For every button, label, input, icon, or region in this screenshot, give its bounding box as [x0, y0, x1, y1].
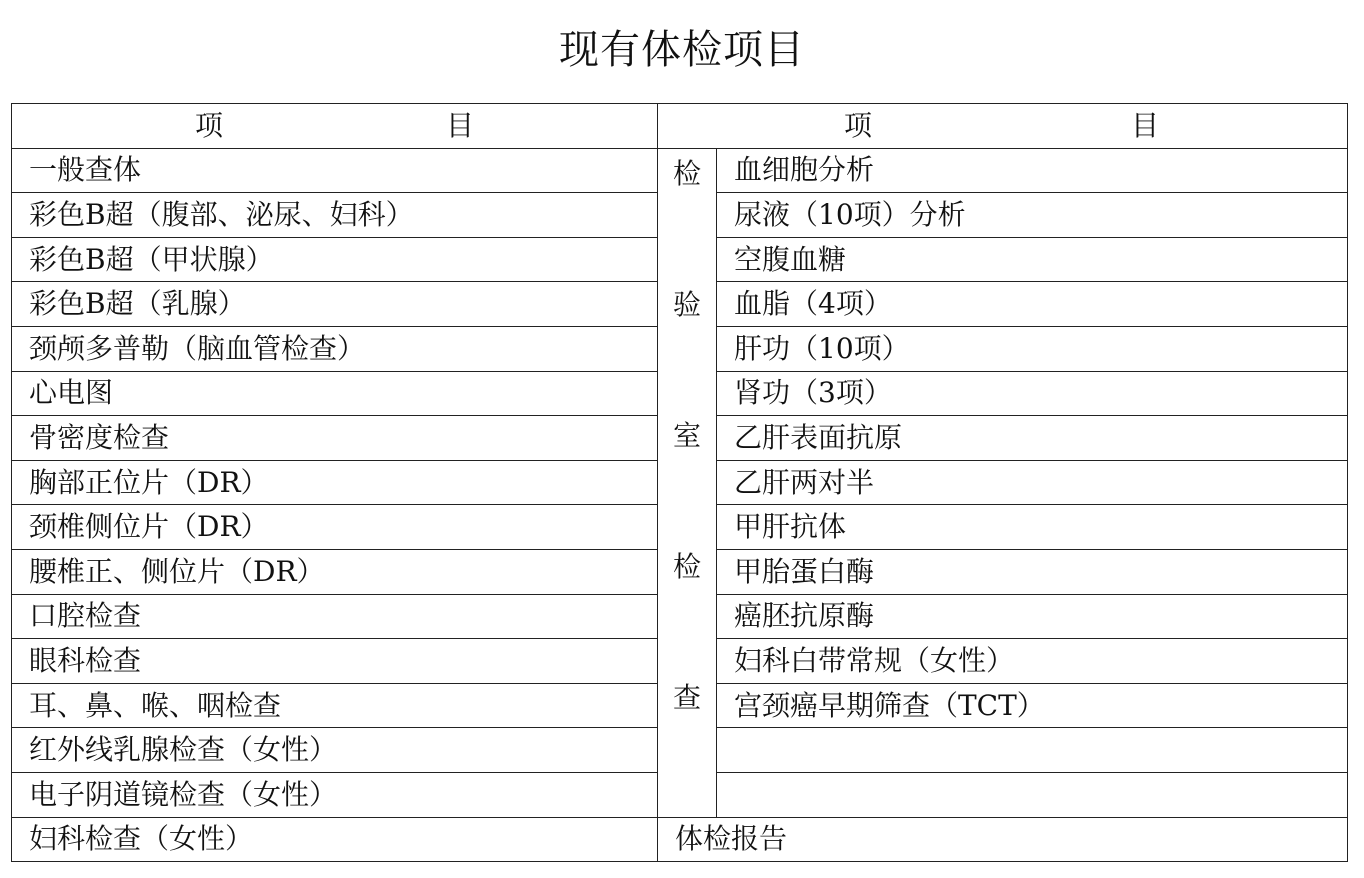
lab-item-cell: 血脂（4项）: [717, 282, 1348, 327]
left-item-cell: 口腔检查: [12, 594, 658, 639]
left-item-cell: 红外线乳腺检查（女性）: [12, 728, 658, 773]
left-item-cell: 颈椎侧位片（DR）: [12, 505, 658, 550]
lab-label-char: 检: [672, 156, 701, 190]
lab-item-cell: 乙肝表面抗原: [717, 416, 1348, 461]
left-item-cell: 电子阴道镜检查（女性）: [12, 772, 658, 817]
left-item-cell: 腰椎正、侧位片（DR）: [12, 549, 658, 594]
left-item-cell: 彩色B超（腹部、泌尿、妇科）: [12, 193, 658, 238]
right-header: [658, 104, 1348, 149]
left-header: [12, 104, 658, 149]
left-item-cell: 一般查体: [12, 148, 658, 193]
lab-label-char: 验: [672, 287, 701, 321]
left-item-cell: 胸部正位片（DR）: [12, 460, 658, 505]
lab-item-cell: 宫颈癌早期筛查（TCT）: [717, 683, 1348, 728]
left-item-cell: 颈颅多普勒（脑血管检查）: [12, 326, 658, 371]
lab-item-cell: 妇科白带常规（女性）: [717, 639, 1348, 684]
left-item-cell: 彩色B超（乳腺）: [12, 282, 658, 327]
lab-item-cell: 空腹血糖: [717, 237, 1348, 282]
lab-test-label: [658, 148, 717, 817]
footer-left-cell: 妇科检查（女性）: [12, 817, 658, 862]
right-header-char-1: 项: [844, 108, 873, 142]
left-header-char-2: 目: [446, 108, 475, 142]
lab-item-cell: 肝功（10项）: [717, 326, 1348, 371]
lab-item-cell: 乙肝两对半: [717, 460, 1348, 505]
lab-item-cell: [717, 728, 1348, 773]
left-item-cell: 耳、鼻、喉、咽检查: [12, 683, 658, 728]
footer-row: [12, 817, 1348, 862]
lab-item-cell: 癌胚抗原酶: [717, 594, 1348, 639]
lab-item-cell: 尿液（10项）分析: [717, 193, 1348, 238]
lab-item-cell: 血细胞分析: [717, 148, 1348, 193]
lab-item-cell: [717, 772, 1348, 817]
left-item-cell: 眼科检查: [12, 639, 658, 684]
lab-label-char: 检: [672, 549, 701, 583]
page-title: 现有体检项目: [559, 27, 805, 73]
lab-label-char: 室: [672, 418, 701, 452]
left-item-cell: 心电图: [12, 371, 658, 416]
left-item-cell: 彩色B超（甲状腺）: [12, 237, 658, 282]
lab-item-cell: 甲肝抗体: [717, 505, 1348, 550]
footer-right-cell: 体检报告: [658, 817, 1348, 862]
lab-item-cell: 甲胎蛋白酶: [717, 549, 1348, 594]
left-header-char-1: 项: [195, 108, 224, 142]
lab-item-cell: 肾功（3项）: [717, 371, 1348, 416]
header-row: [12, 104, 1348, 149]
table-row: [12, 148, 1348, 193]
exam-items-table: [11, 103, 1348, 862]
lab-label-char: 查: [672, 680, 701, 714]
left-item-cell: 骨密度检查: [12, 416, 658, 461]
right-header-char-2: 目: [1131, 108, 1160, 142]
